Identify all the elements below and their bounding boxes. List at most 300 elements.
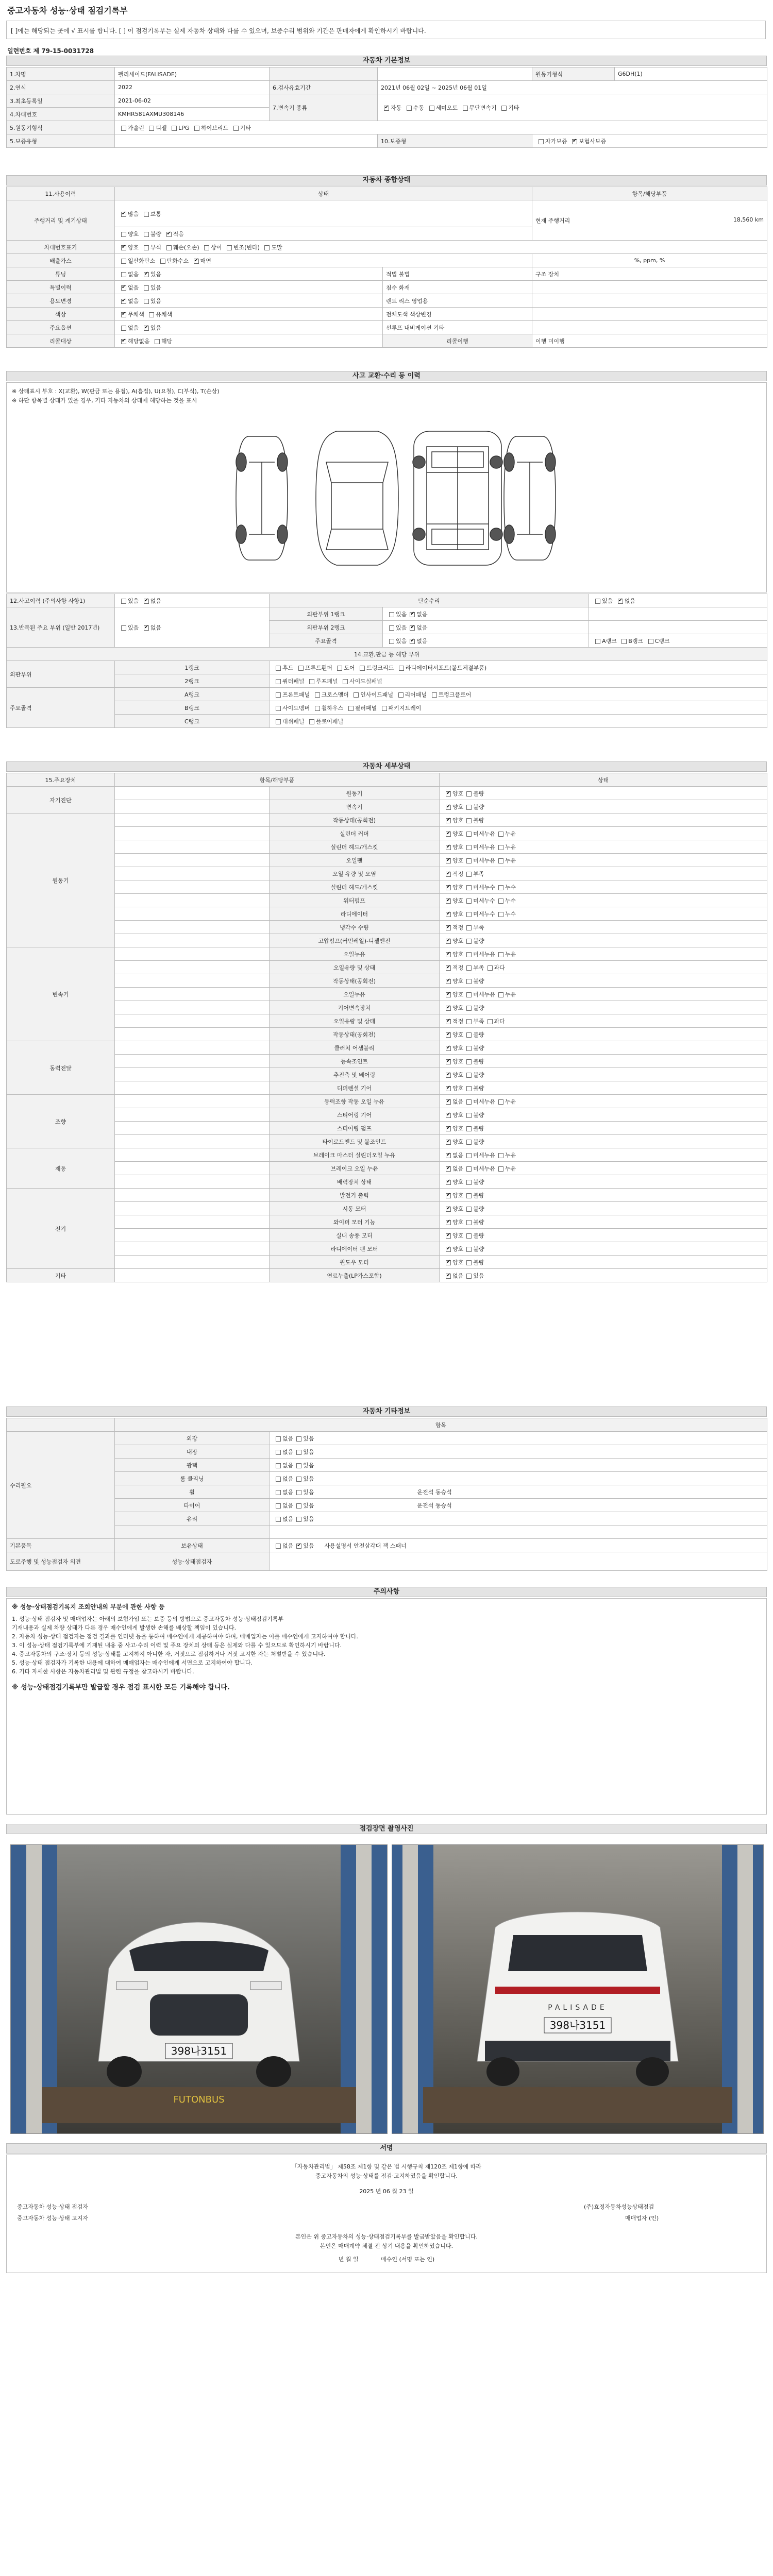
checkbox-icon[interactable] [466,1140,472,1145]
checkbox-icon[interactable] [389,625,394,631]
car-diagram [7,405,766,591]
option-label: 적정 [452,964,464,971]
checkbox-icon[interactable] [539,139,544,144]
option-label: C랭크 [654,637,670,645]
checkbox-icon[interactable] [155,339,160,344]
checkbox-icon[interactable] [389,639,394,644]
checkbox-icon[interactable] [121,272,126,277]
table-row [7,1269,767,1282]
checkbox-icon[interactable] [446,925,451,930]
option-label: 가솔린 [128,124,144,131]
checkbox-icon[interactable] [466,832,472,837]
table-row [7,1014,767,1028]
row-extra: 운전석 동승석 [417,1488,452,1496]
checkbox-icon[interactable] [621,639,627,644]
checkbox-icon[interactable] [276,706,281,711]
option-label: 양호 [452,1071,464,1078]
checkbox-icon[interactable] [276,1436,281,1442]
device-item: 라디에이터 [270,907,440,921]
device-item: 디퍼렌셜 기어 [270,1081,440,1095]
device-status [440,840,767,854]
basic-value: G6DH(1) [615,67,767,81]
checkbox-icon[interactable] [466,818,472,823]
option-label: 불량 [473,790,484,797]
checkbox-icon[interactable] [466,1006,472,1011]
basic-label: 1.차명 [7,67,115,81]
option-label: 불량 [473,803,484,810]
option-label: 불량 [473,1192,484,1199]
checkbox-icon[interactable] [466,1247,472,1252]
checkbox-icon[interactable] [446,952,451,957]
checkbox-icon[interactable] [498,1166,503,1172]
checkbox-icon[interactable] [618,599,623,604]
checkbox-icon[interactable] [276,679,281,684]
checkbox-icon[interactable] [309,679,314,684]
device-status [440,1269,767,1282]
checkbox-icon[interactable] [466,1032,472,1038]
checkbox-icon[interactable] [296,1463,301,1468]
checkbox-icon[interactable] [276,1517,281,1522]
checkbox-icon[interactable] [466,992,472,997]
checkbox-icon[interactable] [446,805,451,810]
checkbox-icon[interactable] [446,1274,451,1279]
checkbox-icon[interactable] [466,1274,472,1279]
checkbox-icon[interactable] [466,1126,472,1131]
inspector-label: 중고자동차 성능·상태 점검자 [17,2204,89,2210]
checkbox-icon[interactable] [446,1006,451,1011]
checkbox-icon[interactable] [466,1166,472,1172]
notes-line: 5. 성능·상태 점검자가 기록한 내용에 대하여 매매업자는 매수인에게 서면으로 고지하여야 합니다. [12,1659,253,1666]
device-item: 배력장치 상태 [270,1175,440,1189]
checkbox-icon[interactable] [144,625,149,631]
checkbox-icon[interactable] [399,666,404,671]
checkbox-icon[interactable] [446,1046,451,1051]
option-label: 양호 [128,230,139,238]
checkbox-icon[interactable] [498,858,503,863]
option-label: 양호 [452,991,464,998]
checkbox-icon[interactable] [315,706,320,711]
device-group: 기타 [7,1269,115,1282]
checkbox-icon[interactable] [466,1260,472,1265]
device-status [440,1081,767,1095]
checkbox-icon[interactable] [466,1193,472,1198]
checkbox-icon[interactable] [446,845,451,850]
checkbox-icon[interactable] [446,1233,451,1239]
warranty-options [532,134,767,148]
option-label: 일산화탄소 [128,257,156,264]
checkbox-icon[interactable] [410,639,415,644]
option-label: 탄화수소 [166,257,189,264]
table-row [7,1189,767,1202]
checkbox-icon[interactable] [446,992,451,997]
checkbox-icon[interactable] [144,245,149,250]
checkbox-icon[interactable] [276,1450,281,1455]
row-options [589,594,767,607]
checkbox-icon[interactable] [498,952,503,957]
checkbox-icon[interactable] [466,965,472,971]
checkbox-icon[interactable] [466,1073,472,1078]
checkbox-icon[interactable] [149,126,154,131]
checkbox-icon[interactable] [488,965,493,971]
front-plate: 398나3151 [171,2045,227,2057]
checkbox-icon[interactable] [121,312,126,317]
checkbox-icon[interactable] [121,299,126,304]
empty-cell [115,1189,270,1202]
device-status [440,800,767,814]
device-status [440,1148,767,1162]
checkbox-icon[interactable] [446,872,451,877]
checkbox-icon[interactable] [498,885,503,890]
checkbox-icon[interactable] [276,1490,281,1495]
checkbox-icon[interactable] [446,1220,451,1225]
checkbox-icon[interactable] [121,326,126,331]
checkbox-icon[interactable] [446,832,451,837]
checkbox-icon[interactable] [466,791,472,796]
checkbox-icon[interactable] [446,1099,451,1105]
checkbox-icon[interactable] [296,1503,301,1509]
checkbox-icon[interactable] [298,666,304,671]
table-row [7,880,767,894]
row-options [383,607,589,621]
buyer-sign[interactable]: 매수인 (서명 또는 인) [381,2256,435,2263]
checkbox-icon[interactable] [354,692,359,698]
empty-cell [115,1001,270,1014]
device-status [440,1001,767,1014]
checkbox-icon[interactable] [466,952,472,957]
checkbox-icon[interactable] [498,899,503,904]
option-label: 양호 [452,1138,464,1145]
checkbox-icon[interactable] [498,1153,503,1158]
device-group: 원동기 [7,814,115,947]
checkbox-icon[interactable] [446,818,451,823]
checkbox-icon[interactable] [276,719,281,724]
option-label: 수동 [413,104,425,111]
device-status [440,1189,767,1202]
notes-line: 1. 성능·상태 점검자 및 매매업자는 아래의 보험가입 또는 보증 등의 방법으로 중고자동차 성능·상태점검기록부 [12,1616,283,1622]
checkbox-icon[interactable] [446,1073,451,1078]
device-item: 타이로드엔드 및 볼조인트 [270,1135,440,1148]
row-right [532,281,767,294]
checkbox-icon[interactable] [343,679,348,684]
device-item: 클러치 어셈블리 [270,1041,440,1055]
checkbox-icon[interactable] [498,1099,503,1105]
column-header: 상태 [440,773,767,787]
checkbox-icon[interactable] [498,845,503,850]
checkbox-icon[interactable] [446,1019,451,1024]
sign-panel [6,2155,767,2273]
checkbox-icon[interactable] [446,912,451,917]
checkbox-icon[interactable] [166,232,172,237]
checkbox-icon[interactable] [446,899,451,904]
checkbox-icon[interactable] [446,939,451,944]
table-row [7,827,767,840]
checkbox-icon[interactable] [121,259,126,264]
checkbox-icon[interactable] [121,625,126,631]
checkbox-icon[interactable] [466,1099,472,1105]
table-row [7,1028,767,1041]
checkbox-icon[interactable] [389,612,394,617]
option-label: 양호 [452,951,464,958]
checkbox-icon[interactable] [384,106,389,111]
option-label: 기타 [240,124,251,131]
checkbox-icon[interactable] [446,1166,451,1172]
table-row [7,267,767,281]
row-options [270,1445,767,1459]
row-label: 튜닝 [7,267,115,281]
table-row [7,1135,767,1148]
checkbox-icon[interactable] [315,692,320,698]
checkbox-icon[interactable] [144,326,149,331]
table-row [7,607,767,621]
checkbox-icon[interactable] [410,625,415,631]
checkbox-icon[interactable] [296,1477,301,1482]
option-label: 양호 [452,830,464,837]
option-label: 많음 [128,210,139,217]
checkbox-icon[interactable] [648,639,653,644]
option-label: 미세누유 [473,951,495,958]
checkbox-icon[interactable] [446,1140,451,1145]
device-status [440,1162,767,1175]
table-row [7,594,767,607]
table-row [7,294,767,308]
checkbox-icon[interactable] [572,139,577,144]
checkbox-icon[interactable] [276,1477,281,1482]
notice-box [6,21,766,39]
checkbox-icon[interactable] [466,1180,472,1185]
section-photos-title: 점검장면 촬영사진 [6,1824,767,1834]
option-label: 불량 [150,230,162,238]
checkbox-icon[interactable] [446,1059,451,1064]
sign-date: 2025 년 06 월 23 일 [359,2188,414,2195]
basic-value: 2021-06-02 [115,94,270,108]
checkbox-icon[interactable] [466,979,472,984]
checkbox-icon[interactable] [166,245,172,250]
checkbox-icon[interactable] [227,245,232,250]
checkbox-icon[interactable] [488,1019,493,1024]
device-item: 등속조인트 [270,1055,440,1068]
checkbox-icon[interactable] [121,126,126,131]
checkbox-icon[interactable] [429,106,434,111]
option-label: 사이드실패널 [349,677,382,685]
checkbox-icon[interactable] [466,899,472,904]
checkbox-icon[interactable] [595,639,600,644]
checkbox-icon[interactable] [121,339,126,344]
row-sub: 전체도색 색상변경 [383,308,532,321]
basic-label: 5.보증유형 [7,134,115,148]
checkbox-icon[interactable] [446,1113,451,1118]
car-diagram-panel [6,382,767,592]
option-label: 프론트패널 [282,691,310,698]
checkbox-icon[interactable] [194,259,199,264]
option-label: 있음 [128,624,139,631]
checkbox-icon[interactable] [276,666,281,671]
checkbox-icon[interactable] [498,832,503,837]
checkbox-icon[interactable] [446,791,451,796]
row-label: 성능·상태점검자 [115,1552,270,1571]
checkbox-icon[interactable] [144,232,149,237]
checkbox-icon[interactable] [121,245,126,250]
checkbox-icon[interactable] [144,285,149,291]
checkbox-icon[interactable] [144,299,149,304]
basic-value [115,134,378,148]
checkbox-icon[interactable] [432,692,437,698]
empty-cell [115,800,270,814]
part-rank: A랭크 [115,688,270,701]
checkbox-icon[interactable] [446,1260,451,1265]
checkbox-icon[interactable] [446,1086,451,1091]
checkbox-icon[interactable] [149,312,154,317]
buyer-line [7,2255,766,2263]
option-label: 미세누수 [473,897,495,904]
option-label: 미세누유 [473,1098,495,1105]
checkbox-icon[interactable] [121,285,126,291]
option-label: 있음 [150,284,162,291]
device-status [440,1175,767,1189]
checkbox-icon[interactable] [466,1086,472,1091]
checkbox-icon[interactable] [121,232,126,237]
basic-label: 4.차대번호 [7,108,115,121]
empty-cell [115,1148,270,1162]
checkbox-icon[interactable] [466,1113,472,1118]
checkbox-icon[interactable] [466,1233,472,1239]
checkbox-icon[interactable] [407,106,412,111]
checkbox-icon[interactable] [466,1207,472,1212]
checkbox-icon[interactable] [466,1220,472,1225]
checkbox-icon[interactable] [466,1046,472,1051]
checkbox-icon[interactable] [144,212,149,217]
option-label: 양호 [452,977,464,985]
checkbox-icon[interactable] [446,965,451,971]
checkbox-icon[interactable] [446,1207,451,1212]
checkbox-icon[interactable] [446,1247,451,1252]
row-options [115,334,383,348]
checkbox-icon[interactable] [276,1503,281,1509]
table-row [7,134,767,148]
checkbox-icon[interactable] [466,1019,472,1024]
checkbox-icon[interactable] [498,992,503,997]
checkbox-icon[interactable] [466,858,472,863]
table-row [7,1459,767,1472]
option-label: 부족 [473,964,484,971]
checkbox-icon[interactable] [466,939,472,944]
device-status [440,907,767,921]
notes-line: 6. 기타 자세한 사항은 자동차관리법 및 관련 규정을 참고하시기 바랍니다. [12,1668,194,1675]
checkbox-icon[interactable] [446,979,451,984]
checkbox-icon[interactable] [296,1490,301,1495]
table-row [7,1148,767,1162]
checkbox-icon[interactable] [276,1463,281,1468]
checkbox-icon[interactable] [501,106,507,111]
checkbox-icon[interactable] [348,706,354,711]
checkbox-icon[interactable] [446,1180,451,1185]
device-status [440,894,767,907]
checkbox-icon[interactable] [233,126,239,131]
checkbox-icon[interactable] [466,805,472,810]
checkbox-icon[interactable] [446,1126,451,1131]
checkbox-icon[interactable] [595,599,600,604]
checkbox-icon[interactable] [466,872,472,877]
checkbox-icon[interactable] [446,858,451,863]
option-label: 보통 [150,210,162,217]
row-label: 배출가스 [7,254,115,267]
checkbox-icon[interactable] [398,692,404,698]
checkbox-icon[interactable] [337,666,342,671]
option-label: 불량 [473,1138,484,1145]
option-label: 양호 [452,803,464,810]
option-label: 사이드멤버 [282,704,310,711]
option-label: 적정 [452,870,464,877]
checkbox-icon[interactable] [194,126,199,131]
table-row [7,1485,767,1499]
checkbox-icon[interactable] [446,1032,451,1038]
checkbox-icon[interactable] [446,885,451,890]
checkbox-icon[interactable] [296,1517,301,1522]
option-label: 불량 [473,817,484,824]
checkbox-icon[interactable] [264,245,270,250]
checkbox-icon[interactable] [160,259,165,264]
checkbox-icon[interactable] [144,599,149,604]
checkbox-icon[interactable] [296,1436,301,1442]
empty-cell [115,988,270,1001]
row-item: 보유상태 [115,1539,270,1552]
checkbox-icon[interactable] [446,1193,451,1198]
option-label: 없음 [452,1098,464,1105]
checkbox-icon[interactable] [463,106,468,111]
checkbox-icon[interactable] [276,692,281,698]
checkbox-icon[interactable] [466,845,472,850]
checkbox-icon[interactable] [466,912,472,917]
checkbox-icon[interactable] [276,1544,281,1549]
checkbox-icon[interactable] [498,912,503,917]
table-row [7,974,767,988]
checkbox-icon[interactable] [296,1544,301,1549]
option-label: 양호 [452,1058,464,1065]
checkbox-icon[interactable] [466,1059,472,1064]
device-status [440,961,767,974]
checkbox-icon[interactable] [410,612,415,617]
checkbox-icon[interactable] [360,666,365,671]
checkbox-icon[interactable] [446,1153,451,1158]
table-row [7,254,767,267]
device-status [440,921,767,934]
option-label: 있음 [602,597,613,604]
checkbox-icon[interactable] [121,599,126,604]
option-label: 루프패널 [316,677,338,685]
option-label: 없음 [128,324,139,331]
option-label: 누유 [505,991,516,998]
checkbox-icon[interactable] [144,272,149,277]
option-label: 적정 [452,1018,464,1025]
device-item: 시동 모터 [270,1202,440,1215]
checkbox-icon[interactable] [382,706,387,711]
checkbox-icon[interactable] [466,1153,472,1158]
checkbox-icon[interactable] [309,719,314,724]
device-status [440,814,767,827]
row-options [115,281,383,294]
device-item: 연료누출(LP가스포함) [270,1269,440,1282]
checkbox-icon[interactable] [172,126,177,131]
empty-cell [115,894,270,907]
empty-cell [115,1055,270,1068]
row-options [270,1485,767,1499]
checkbox-icon[interactable] [121,212,126,217]
checkbox-icon[interactable] [296,1450,301,1455]
checkbox-icon[interactable] [204,245,209,250]
empty-cell [115,1028,270,1041]
checkbox-icon[interactable] [466,885,472,890]
checkbox-icon[interactable] [466,925,472,930]
empty-cell [115,1202,270,1215]
